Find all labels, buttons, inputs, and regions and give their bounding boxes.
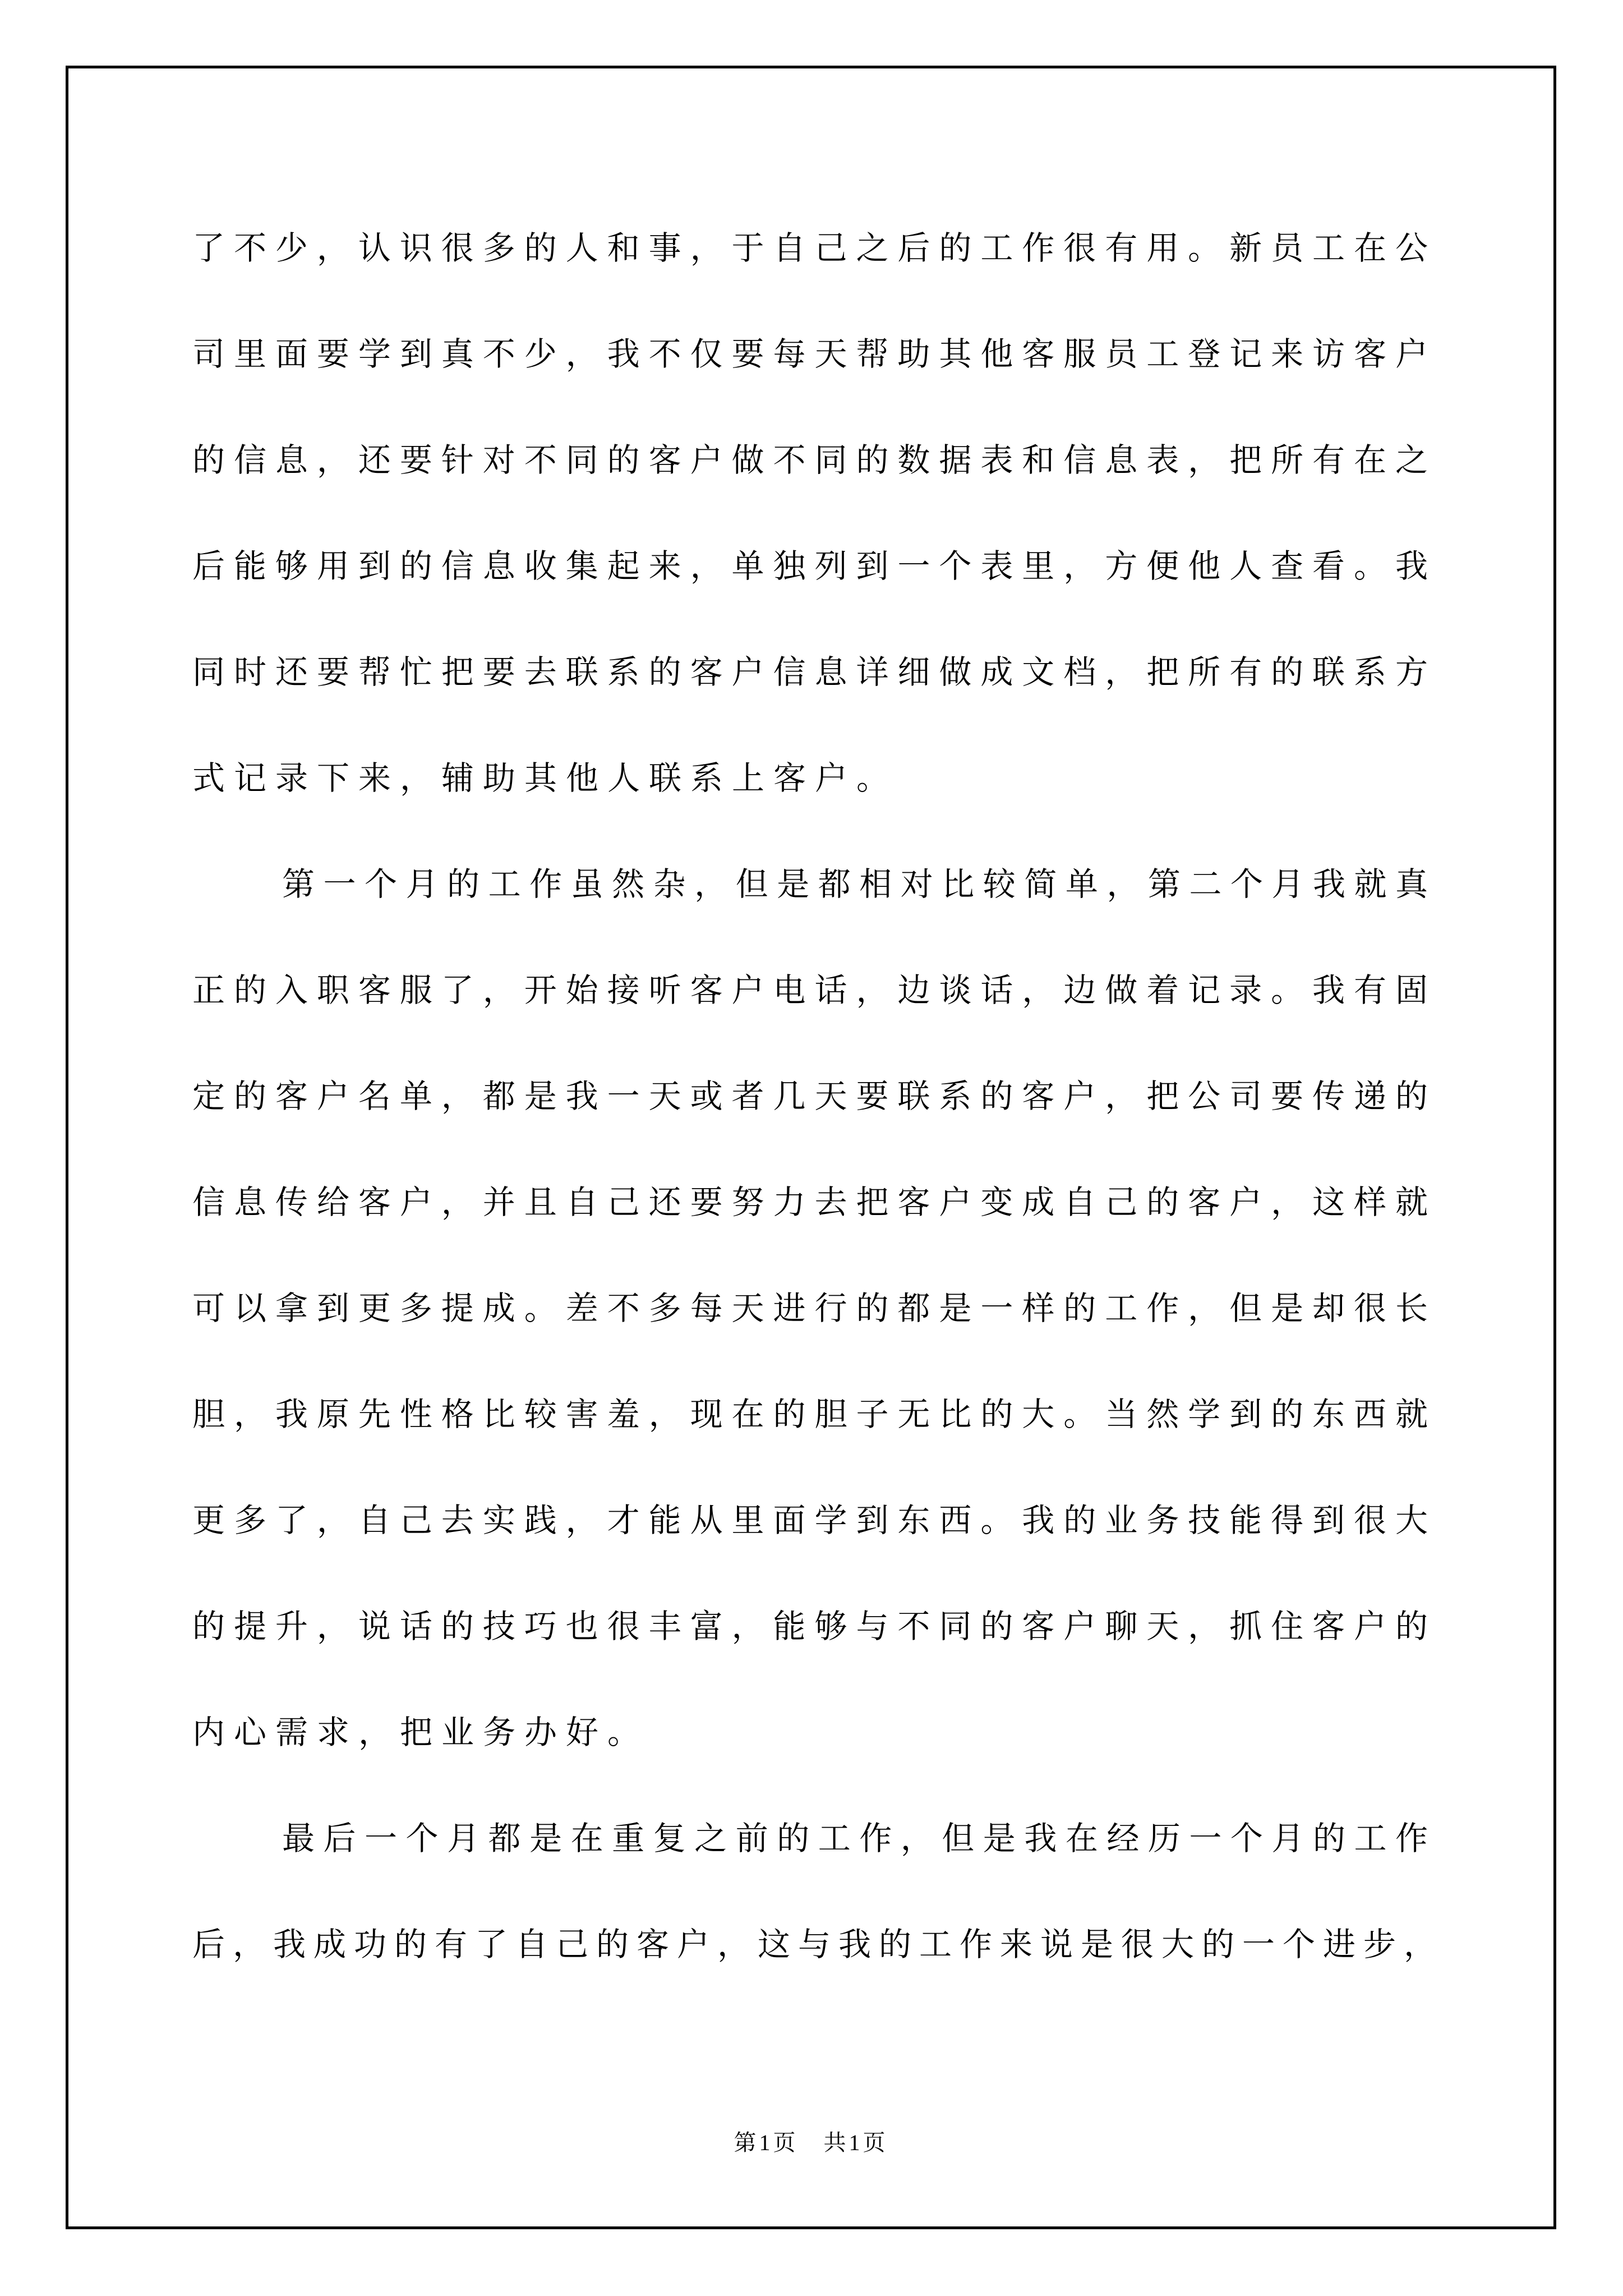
text-line: 了不少，认识很多的人和事，于自己之后的工作很有用。新员工在公: [192, 230, 1436, 266]
text-line: 第一个月的工作虽然杂，但是都相对比较简单，第二个月我就真: [282, 866, 1436, 903]
paragraph: [192, 831, 1436, 1786]
text-line: 式记录下来，辅助其他人联系上客户。: [192, 760, 898, 797]
text-line: 定的客户名单，都是我一天或者几天要联系的客户，把公司要传递的: [192, 1078, 1436, 1115]
text-line: 信息传给客户，并且自己还要努力去把客户变成自己的客户，这样就: [192, 1184, 1436, 1221]
paragraph: [192, 195, 1436, 831]
text-line: 后能够用到的信息收集起来，单独列到一个表里，方便他人查看。我: [192, 548, 1436, 585]
text-line: 最后一个月都是在重复之前的工作，但是我在经历一个月的工作: [282, 1820, 1436, 1857]
text-line: 司里面要学到真不少，我不仅要每天帮助其他客服员工登记来访客户: [192, 336, 1436, 372]
text-line: 的提升，说话的技巧也很丰富，能够与不同的客户聊天，抓住客户的: [192, 1608, 1436, 1645]
text-line: 后，我成功的有了自己的客户，这与我的工作来说是很大的一个进步，: [192, 1926, 1445, 1963]
text-line: 的信息，还要针对不同的客户做不同的数据表和信息表，把所有在之: [192, 442, 1436, 478]
text-line: 内心需求，把业务办好。: [192, 1714, 649, 1751]
text-line: 正的入职客服了，开始接听客户电话，边谈话，边做着记录。我有固: [192, 972, 1436, 1009]
text-line: 可以拿到更多提成。差不多每天进行的都是一样的工作，但是却很长: [192, 1290, 1436, 1327]
paragraph: [192, 1786, 1445, 1998]
text-line: 更多了，自己去实践，才能从里面学到东西。我的业务技能得到很大: [192, 1502, 1436, 1539]
text-line: 胆，我原先性格比较害羞，现在的胆子无比的大。当然学到的东西就: [192, 1396, 1436, 1433]
page-footer: 第1页 共1页: [734, 2130, 888, 2155]
document-text: [192, 195, 1445, 1998]
text-line: 同时还要帮忙把要去联系的客户信息详细做成文档，把所有的联系方: [192, 654, 1436, 691]
